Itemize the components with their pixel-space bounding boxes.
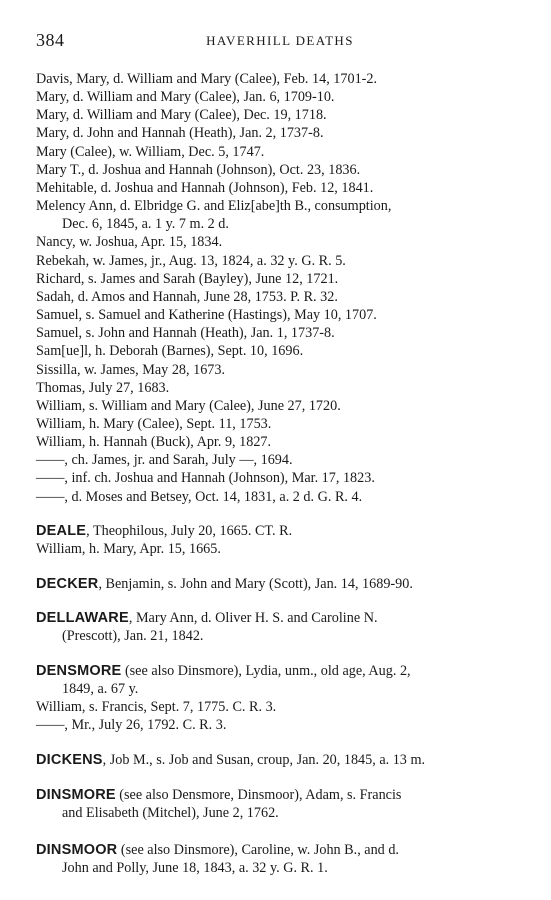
entry-line: Richard, s. James and Sarah (Bayley), June 12, 1721. [36,270,339,287]
entry-line: William, s. William and Mary (Calee), June 27, 1720. [36,397,341,414]
entry-text: , Benjamin, s. John and Mary (Scott), Jan. 14, 1689-90. [98,576,413,593]
entry-text: , Theophilous, July 20, 1665. CT. R. [86,522,293,539]
entry-line: and Elisabeth (Mitchel), June 2, 1762. [62,805,279,822]
entry-line: Samuel, s. Samuel and Katherine (Hastings), May 10, 1707. [36,307,377,324]
entry-line [36,662,524,680]
entry-line [36,609,524,627]
entry-group-davis [36,70,524,506]
entry-line: William, h. Mary (Calee), Sept. 11, 1753. [36,415,272,432]
surname-heading: DENSMORE [36,662,122,679]
surname-heading: DEALE [36,522,87,539]
entry-line: Sam[ue]l, h. Deborah (Barnes), Sept. 10, 1696. [36,343,304,360]
entry-line: ——, ch. James, jr. and Sarah, July —, 1694. [36,452,293,469]
entry-group-dinsmore [36,786,524,822]
entry-group-decker [36,575,524,593]
surname-heading: DINSMORE [36,787,116,804]
entry-group-dinsmoor [36,841,524,877]
entry-line: William, h. Mary, Apr. 15, 1665. [36,540,221,557]
entry-line: (Prescott), Jan. 21, 1842. [62,628,204,645]
surname-heading: DICKENS [36,752,103,769]
page-header [36,30,524,56]
entry-line: Mehitable, d. Joshua and Hannah (Johnson), Feb. 12, 1841. [36,179,374,196]
entry-line: Mary T., d. Joshua and Hannah (Johnson), Oct. 23, 1836. [36,161,361,178]
surname-heading: DELLAWARE [36,610,129,627]
entry-line: 1849, a. 67 y. [62,680,139,697]
entry-line: Dec. 6, 1845, a. 1 y. 7 m. 2 d. [62,216,229,233]
entry-group-dickens [36,751,524,769]
document-page [36,30,524,877]
surname-heading: DECKER [36,576,99,593]
entry-line: Sadah, d. Amos and Hannah, June 28, 1753. P. R. 32. [36,288,338,305]
running-title: HAVERHILL DEATHS [206,33,354,48]
entry-line: William, h. Hannah (Buck), Apr. 9, 1827. [36,434,272,451]
entry-line [36,841,524,859]
entry-line: Mary (Calee), w. William, Dec. 5, 1747. [36,143,265,160]
entry-line: ——, d. Moses and Betsey, Oct. 14, 1831, a. 2 d. G. R. 4. [36,488,363,505]
entry-group-deale [36,522,524,558]
entry-line: Rebekah, w. James, jr., Aug. 13, 1824, a. 32 y. G. R. 5. [36,252,346,269]
entry-line: William, s. Francis, Sept. 7, 1775. C. R. 3. [36,698,277,715]
entry-text: (see also Dinsmore), Caroline, w. John B., and d. [117,841,399,858]
entry-line: Mary, d. William and Mary (Calee), Jan. 6, 1709-10. [36,89,335,106]
entries [36,70,524,877]
entry-line: Mary, d. William and Mary (Calee), Dec. 19, 1718. [36,107,327,124]
entry-line: Thomas, July 27, 1683. [36,379,170,396]
entry-line: Sissilla, w. James, May 28, 1673. [36,361,226,378]
entry-text: (see also Densmore, Dinsmoor), Adam, s. Francis [115,787,402,804]
entry-line: Mary, d. John and Hannah (Heath), Jan. 2, 1737-8. [36,125,324,142]
entry-group-dellaware [36,609,524,645]
entry-line: Melency Ann, d. Elbridge G. and Eliz[abe]th B., consumption, [36,198,392,215]
surname-heading: DINSMOOR [36,841,118,858]
entry-line [36,786,524,804]
entry-line: Nancy, w. Joshua, Apr. 15, 1834. [36,234,223,251]
entry-line [36,522,524,540]
page-number: 384 [36,30,65,50]
entry-text: , Job M., s. Job and Susan, croup, Jan. 20, 1845, a. 13 m. [102,752,426,769]
entry-line [36,751,524,769]
entry-line: John and Polly, June 18, 1843, a. 32 y. G. R. 1. [62,859,328,876]
entry-line: Samuel, s. John and Hannah (Heath), Jan. 1, 1737-8. [36,325,335,342]
entry-line: ——, inf. ch. Joshua and Hannah (Johnson), Mar. 17, 1823. [36,470,375,487]
entry-line: ——, Mr., July 26, 1792. C. R. 3. [36,717,227,733]
entry-group-densmore [36,662,524,735]
entry-text: (see also Dinsmore), Lydia, unm., old age, Aug. 2, [121,662,411,679]
entry-line [36,575,524,593]
entry-text: , Mary Ann, d. Oliver H. S. and Caroline N. [128,610,378,627]
entry-line: Davis, Mary, d. William and Mary (Calee), Feb. 14, 1701-2. [36,71,378,87]
